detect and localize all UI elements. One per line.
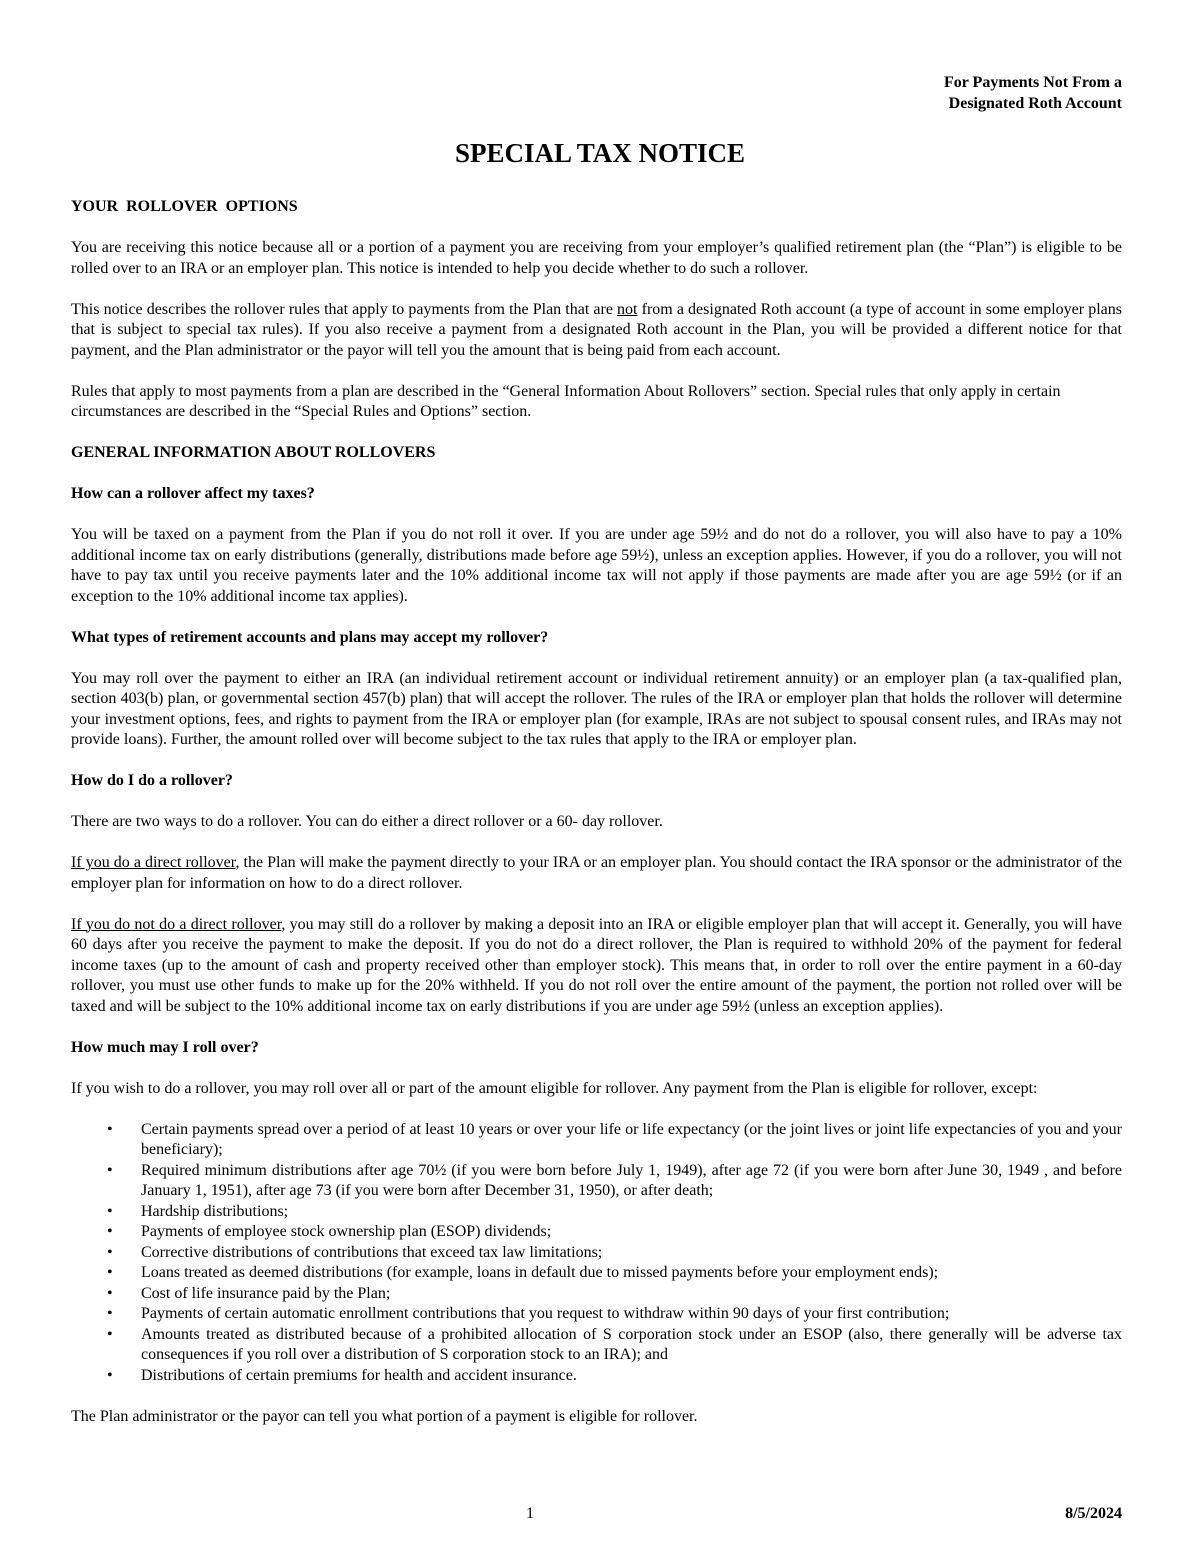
page-number: 1 (526, 1505, 534, 1522)
list-item: • Amounts treated as distributed because of a prohibited allocation of S corporation stock under an ESOP (also, there generally will be adverse tax consequences if you roll over a distribution of S corporation stock to an IRA); and (71, 1325, 1122, 1366)
paragraph-accounts: You may roll over the payment to either an IRA (an individual retirement account or individual retirement annuity) or an employer plan (a tax-qualified plan, section 403(b) plan, or governmental section 457(b) plan) that will accept the rollover. The rules of the IRA or employer plan that holds the rollover will determine your investment options, fees, and rights to payment from the IRA or employer plan (for example, IRAs are not subject to spousal consent rules, and IRAs may not provide loans). Further, the amount rolled over will become subject to the tax rules that apply to the IRA or employer plan. (71, 669, 1122, 748)
list-item: • Certain payments spread over a period of at least 10 years or over your life or life expectancy (or the joint lives or joint life expectancies of you and your beneficiary); (71, 1120, 1122, 1161)
paragraph-taxes: You will be taxed on a payment from the Plan if you do not roll it over. If you are under age 59½ and do not do a rollover, you will also have to pay a 10% additional income tax on early distributions (generally, distributions made before age 59½), unless an exception applies. However, if you do a rollover, you will not have to pay tax until you receive payments later and the 10% additional income tax will not apply if those payments are made after you are age 59½ (or if an exception to the 10% additional income tax applies). (71, 526, 1122, 605)
paragraph-two-ways: There are two ways to do a rollover. You can do either a direct rollover or a 60- day rollover. (71, 813, 663, 830)
list-item: • Required minimum distributions after age 70½ (if you were born before July 1, 1949), after age 72 (if you were born after June 30, 1949 , and before January 1, 1951), after age 73 (if you were born after December 31, 1950), or after death; (71, 1161, 1122, 1202)
paragraph-how-much: If you wish to do a rollover, you may roll over all or part of the amount eligible for rollover. Any payment from the Plan is eligible for rollover, except: (71, 1079, 1038, 1097)
section-heading-rollover-options: YOUR ROLLOVER OPTIONS (71, 198, 298, 215)
list-item: • Payments of certain automatic enrollment contributions that you request to withdraw within 90 days of your first contribution; (71, 1304, 1122, 1325)
section-heading-general-info: GENERAL INFORMATION ABOUT ROLLOVERS (71, 444, 436, 461)
exceptions-list (71, 1120, 1122, 1387)
page-title: SPECIAL TAX NOTICE (454, 138, 746, 168)
paragraph-roth-underlined: not (617, 300, 638, 318)
paragraph-closing: The Plan administrator or the payor can tell you what portion of a payment is eligible for rollover. (71, 1407, 698, 1425)
document-header (944, 72, 1122, 114)
question-heading-taxes: How can a rollover affect my taxes? (71, 485, 315, 502)
list-item: • Loans treated as deemed distributions (for example, loans in default due to missed payments before your employment ends); (71, 1263, 1122, 1284)
document-body (71, 197, 1122, 1448)
paragraph-roth-after: from a designated Roth account (a type of account in some employer plans that is subject to special tax rules). If you also receive a payment from a designated Roth account in the Plan, you will be provided a different notice for that payment, and the Plan administrator or the payor will tell you the amount that is being paid from each account. (71, 300, 1122, 359)
list-item: • Corrective distributions of contributions that exceed tax law limitations; (71, 1243, 1122, 1264)
list-item: • Payments of employee stock ownership plan (ESOP) dividends; (71, 1222, 1122, 1243)
list-item: • Cost of life insurance paid by the Plan; (71, 1284, 1122, 1305)
paragraph-roth-notice (71, 300, 1122, 362)
paragraph-direct-rollover (71, 853, 1122, 894)
indirect-rollover-underlined: If you do not do a direct rollover (71, 915, 282, 933)
header-line-1: For Payments Not From a (943, 74, 1122, 91)
paragraph-indirect-rollover (71, 915, 1122, 1018)
direct-rollover-text: , the Plan will make the payment directly to your IRA or an employer plan. You should contact the IRA sponsor or the administrator of the employer plan for information on how to do a direct rollover. (71, 854, 1123, 892)
question-heading-how-much: How much may I roll over? (71, 1038, 259, 1056)
paragraph-roth-before: This notice describes the rollover rules that apply to payments from the Plan that are (71, 300, 618, 318)
paragraph-intro: You are receiving this notice because all or a portion of a payment you are receiving from your employer’s qualified retirement plan (the “Plan”) is eligible to be rolled over to an IRA or an employer plan. This notice is intended to help you decide whether to do such a rollover. (71, 239, 1122, 277)
list-item: • Hardship distributions; (71, 1202, 1122, 1223)
question-heading-how-rollover: How do I do a rollover? (71, 772, 233, 789)
footer-date: 8/5/2024 (1065, 1505, 1122, 1522)
paragraph-rules-overview: Rules that apply to most payments from a plan are described in the “General Information About Rollovers” section. Special rules that only apply in certain circumstances are described in the “Special Rules and Options” section. (71, 382, 1061, 420)
direct-rollover-underlined: If you do a direct rollover (71, 854, 236, 871)
header-line-2: Designated Roth Account (948, 95, 1122, 112)
question-heading-accounts: What types of retirement accounts and plans may accept my rollover? (71, 628, 549, 646)
list-item: • Distributions of certain premiums for health and accident insurance. (71, 1366, 1122, 1387)
indirect-rollover-text: , you may still do a rollover by making a deposit into an IRA or eligible employer plan that will accept it. Generally, you will have 60 days after you receive the payment to make the deposit. If you do not do a direct rollover, the Plan is required to withhold 20% of the payment for federal income taxes (up to the amount of cash and property received other than employer stock). This means that, in order to roll over the entire payment in a 60-day rollover, you must use other funds to make up for the 20% withheld. If you do not roll over the entire amount of the payment, the portion not rolled over will be taxed and will be subject to the 10% additional income tax on early distributions if you are under age 59½ (unless an exception applies). (71, 915, 1122, 1015)
